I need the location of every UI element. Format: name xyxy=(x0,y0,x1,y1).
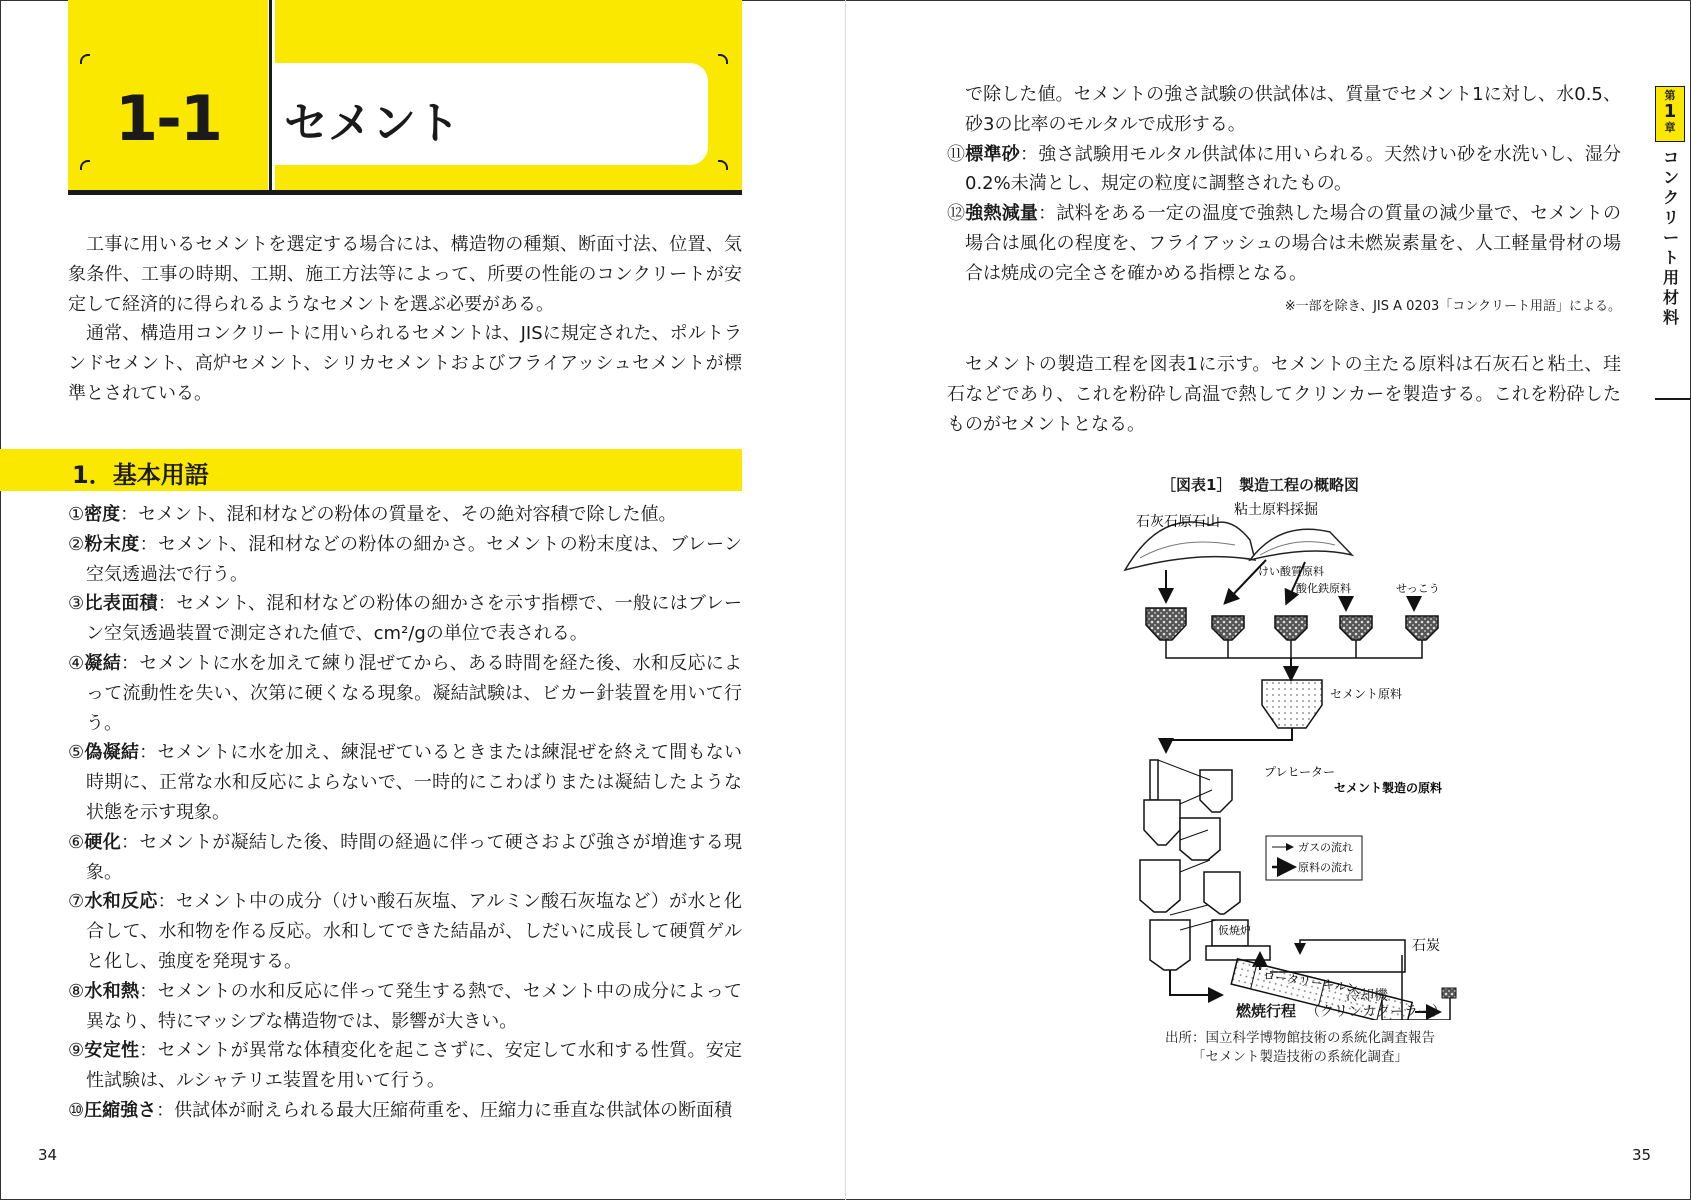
term-item xyxy=(68,649,742,738)
term-name: 圧縮強さ xyxy=(84,1099,157,1121)
term-item xyxy=(68,887,742,976)
term-name: 比表面積 xyxy=(84,593,158,615)
term-name: 水和熱 xyxy=(84,980,140,1002)
term-number: ③ xyxy=(68,593,85,615)
term-number: ⑥ xyxy=(68,831,85,853)
term-definition: ：試料をある一定の温度で強熱した場合の質量の減少量で、セメントの場合は風化の程度を、フライアッシュの場合は未燃炭素量を、人工軽量骨材の場合は焼成の完全さを確かめる指標となる。 xyxy=(965,203,1622,284)
term-item xyxy=(68,738,742,827)
calciner-label: 仮焼炉 xyxy=(1218,924,1251,937)
process-diagram xyxy=(1120,500,1480,1020)
page-number-right: 35 xyxy=(1632,1146,1652,1164)
term-definition: ：セメント、混和材などの粉体の質量を、その絶対容積で除した値。 xyxy=(120,504,677,525)
term-item xyxy=(68,589,742,649)
term-number: ⑦ xyxy=(68,891,85,913)
corner-mark xyxy=(80,54,90,64)
coal-label: 石炭 xyxy=(1412,938,1440,954)
term-definition: ：セメント、混和材などの粉体の細かさ。セメントの粉末度は、ブレーン空気透過法で行う。 xyxy=(86,533,743,585)
preheater-label: プレヒーター xyxy=(1264,765,1336,779)
burning-label: 燃焼行程 xyxy=(1236,1002,1297,1020)
term-number: ⑤ xyxy=(68,742,85,764)
cooler-label: 冷却機 xyxy=(1346,988,1388,1004)
burning-sub-label: （クリンカクーラー） xyxy=(1306,1004,1446,1020)
gas-flow-label: ガスの流れ xyxy=(1298,841,1353,854)
chapter-title: コンクリート用材料 xyxy=(1662,148,1679,327)
term-number: ⑩ xyxy=(68,1099,85,1121)
process-paragraph: セメントの製造工程を図表1に示す。セメントの主たる原料は石灰石と粘土、珪石などであり、これを粉砕し高温で熱してクリンカーを製造する。これを粉砕したものがセメントとなる。 xyxy=(947,354,1621,435)
figure-source-title: 「セメント製造技術の系統化調査」 xyxy=(1192,1049,1408,1065)
intro-text xyxy=(68,230,742,409)
term-number: ④ xyxy=(68,652,85,674)
corner-mark xyxy=(80,160,90,170)
term-name: 偽凝結 xyxy=(84,742,140,764)
iron-label: 酸化鉄原料 xyxy=(1296,582,1351,595)
term-number: ⑨ xyxy=(68,1040,85,1062)
clay-mountain xyxy=(1250,529,1352,560)
header-underline xyxy=(68,190,742,195)
intro-paragraph: 通常、構造用コンクリートに用いられるセメントは、JISに規定された、ポルトランドセメント、高炉セメント、シリカセメントおよびフライアッシュセメントが標準とされている。 xyxy=(68,323,742,404)
term-continuation: で除した値。セメントの強さ試験の供試体は、質量でセメント1に対し、水0.5、砂3の比率のモルタルで成形する。 xyxy=(965,84,1621,135)
term-number: ⑫ xyxy=(947,203,966,225)
term-name: 凝結 xyxy=(84,652,121,674)
process-text xyxy=(947,350,1621,439)
term-number: ⑧ xyxy=(68,980,85,1002)
chapter-number: 1 xyxy=(1663,101,1677,122)
term-definition: ：供試体が耐えられる最大圧縮荷重を、圧縮力に垂直な供試体の断面積 xyxy=(156,1099,733,1121)
subsection-title: 1．基本用語 xyxy=(72,461,209,489)
term-name: 粉末度 xyxy=(84,533,140,555)
figure-source: 出所：国立科学博物館技術の系統化調査報告 xyxy=(1165,1030,1435,1046)
chapter-prefix: 第 xyxy=(1664,89,1676,102)
intro-paragraph: 工事に用いるセメントを選定する場合には、構造物の種類、断面寸法、位置、気象条件、工事の時期、工期、施工方法等によって、所要の性能のコンクリートが安定して経済的に得られるようなセメントを選ぶ必要がある。 xyxy=(68,234,742,315)
section-title: セメント xyxy=(284,98,460,149)
term-definition: ：セメントに水を加え、練混ぜているときまたは練混ぜを終えて間もない時期に、正常な水和反応によらないで、一時的にこわばりまたは凝結したような状態を示す現象。 xyxy=(86,742,743,823)
term-definition: ：セメントが凝結した後、時間の経過に伴って硬さおよび強さが増進する現象。 xyxy=(86,831,743,883)
term-name: 水和反応 xyxy=(84,891,158,913)
term-item xyxy=(68,530,742,590)
term-name: 密度 xyxy=(84,504,121,525)
book-spine xyxy=(845,0,846,1200)
source-note: ※一部を除き、JIS A 0203「コンクリート用語」による。 xyxy=(1284,299,1621,314)
term-name: 安定性 xyxy=(84,1040,140,1062)
figure-title: ［図表1］ 製造工程の概略図 xyxy=(1161,476,1359,494)
term-list xyxy=(68,500,742,1126)
term-definition: ：セメント中の成分（けい酸石灰塩、アルミン酸石灰塩など）が水と化合して、水和物を作る反応。水和してできた結晶が、しだいに成長して硬質ゲルと化し、強度を発現する。 xyxy=(86,891,743,972)
term-name: 強熱減量 xyxy=(965,203,1039,225)
limestone-label: 石灰石原石山 xyxy=(1136,514,1220,530)
term-item xyxy=(68,500,742,530)
term-item xyxy=(947,140,1621,200)
term-item xyxy=(68,1096,742,1126)
page-number-left: 34 xyxy=(38,1146,58,1164)
term-item xyxy=(947,199,1621,288)
chapter-suffix: 章 xyxy=(1664,121,1676,134)
header-divider xyxy=(269,0,272,195)
chapter-tab-line xyxy=(1655,398,1691,400)
chapter-tab xyxy=(1655,86,1685,142)
term-item xyxy=(68,828,742,888)
term-item xyxy=(68,977,742,1037)
term-name: 硬化 xyxy=(84,831,121,853)
clay-label: 粘土原料採掘 xyxy=(1234,502,1318,518)
kiln-label: ロータリーキルン xyxy=(1262,968,1359,996)
term-definition: ：セメントに水を加えて練り混ぜてから、ある時間を経た後、水和反応によって流動性を失い、次第に硬くなる現象。凝結試験は、ビカー針装置を用いて行う。 xyxy=(86,652,743,734)
term-item xyxy=(68,1036,742,1096)
term-definition: ：強さ試験用モルタル供試体に用いられる。天然けい砂を水洗いし、湿分0.2%未満とし、規定の粒度に調整されたもの。 xyxy=(965,143,1622,195)
term-number: ⑪ xyxy=(947,143,966,165)
term-definition: ：セメント、混和材などの粉体の細かさを示す指標で、一般にはブレーン空気透過装置で測定された値で、cm²/gの単位で表される。 xyxy=(86,593,743,645)
raw-for-cement-label: セメント製造の原料 xyxy=(1334,781,1443,795)
section-number: 1-1 xyxy=(114,82,221,155)
gypsum-label: せっこう xyxy=(1396,582,1440,595)
term-definition: ：セメントの水和反応に伴って発生する熱で、セメント中の成分によって異なり、特にマッシブな構造物では、影響が大きい。 xyxy=(86,980,743,1032)
term-list-continued xyxy=(947,80,1621,289)
silica-label: けい酸質原料 xyxy=(1258,565,1324,578)
term-number: ② xyxy=(68,533,85,555)
term-name: 標準砂 xyxy=(965,143,1020,165)
term-definition: ：セメントが異常な体積変化を起こさずに、安定して水和する性質。安定性試験は、ルシャテリエ装置を用いて行う。 xyxy=(86,1040,743,1092)
cement-raw-label: セメント原料 xyxy=(1330,687,1403,701)
term-number: ① xyxy=(68,504,85,525)
material-flow-label: 原料の流れ xyxy=(1298,861,1353,874)
